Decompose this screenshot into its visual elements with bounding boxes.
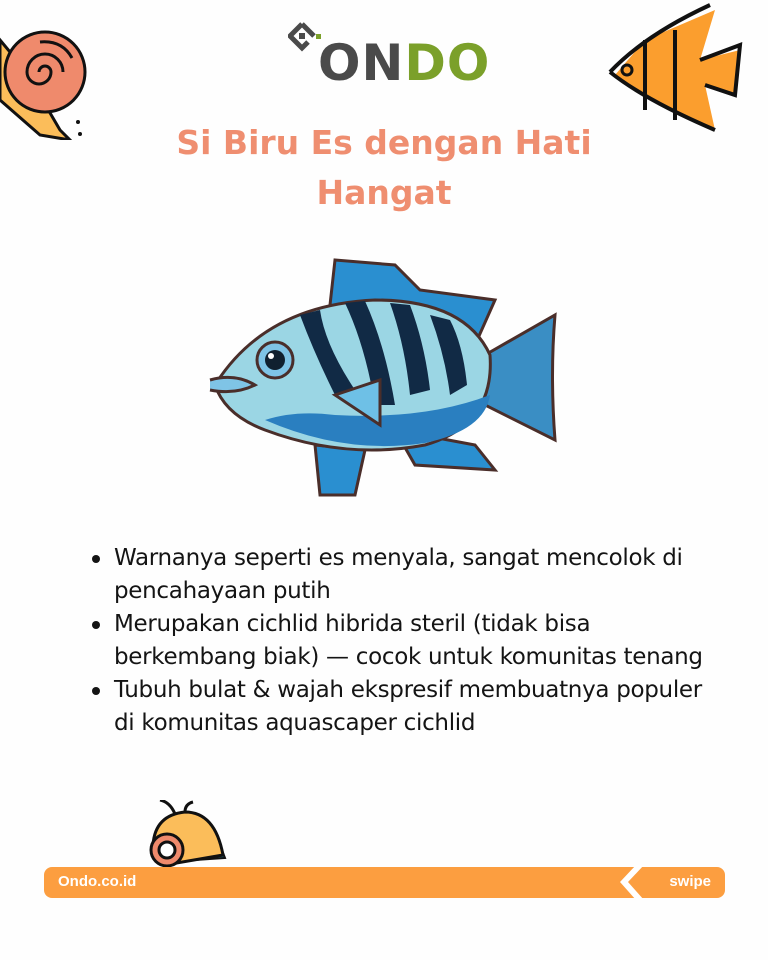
page-title: Si Biru Es dengan Hati Hangat <box>176 123 592 212</box>
site-link[interactable]: Ondo.co.id <box>58 873 137 890</box>
footer-bar <box>44 867 725 898</box>
feature-list <box>86 542 706 740</box>
angelfish-icon <box>605 0 745 135</box>
list-item: Tubuh bulat & wajah ekspresif membuatnya populer di komunitas aquascaper cichlid <box>86 674 706 740</box>
list-item: Warnanya seperti es menyala, sangat mencolok di pencahayaan putih <box>86 542 706 608</box>
snail-icon <box>0 10 95 140</box>
small-snail-icon <box>145 800 230 868</box>
list-item: Merupakan cichlid hibrida steril (tidak bisa berkembang biak) — cocok untuk komunitas tenang <box>86 608 706 674</box>
swipe-button[interactable]: swipe <box>669 873 711 890</box>
bullet-icon <box>92 555 100 563</box>
logo-text-dark: ON <box>318 34 405 92</box>
blue-cichlid-fish-icon <box>205 245 565 510</box>
chevron-left-icon <box>614 865 644 900</box>
ondo-logo <box>288 22 491 102</box>
logo-text-green: DO <box>404 34 491 92</box>
bullet-icon <box>92 621 100 629</box>
bullet-icon <box>92 687 100 695</box>
